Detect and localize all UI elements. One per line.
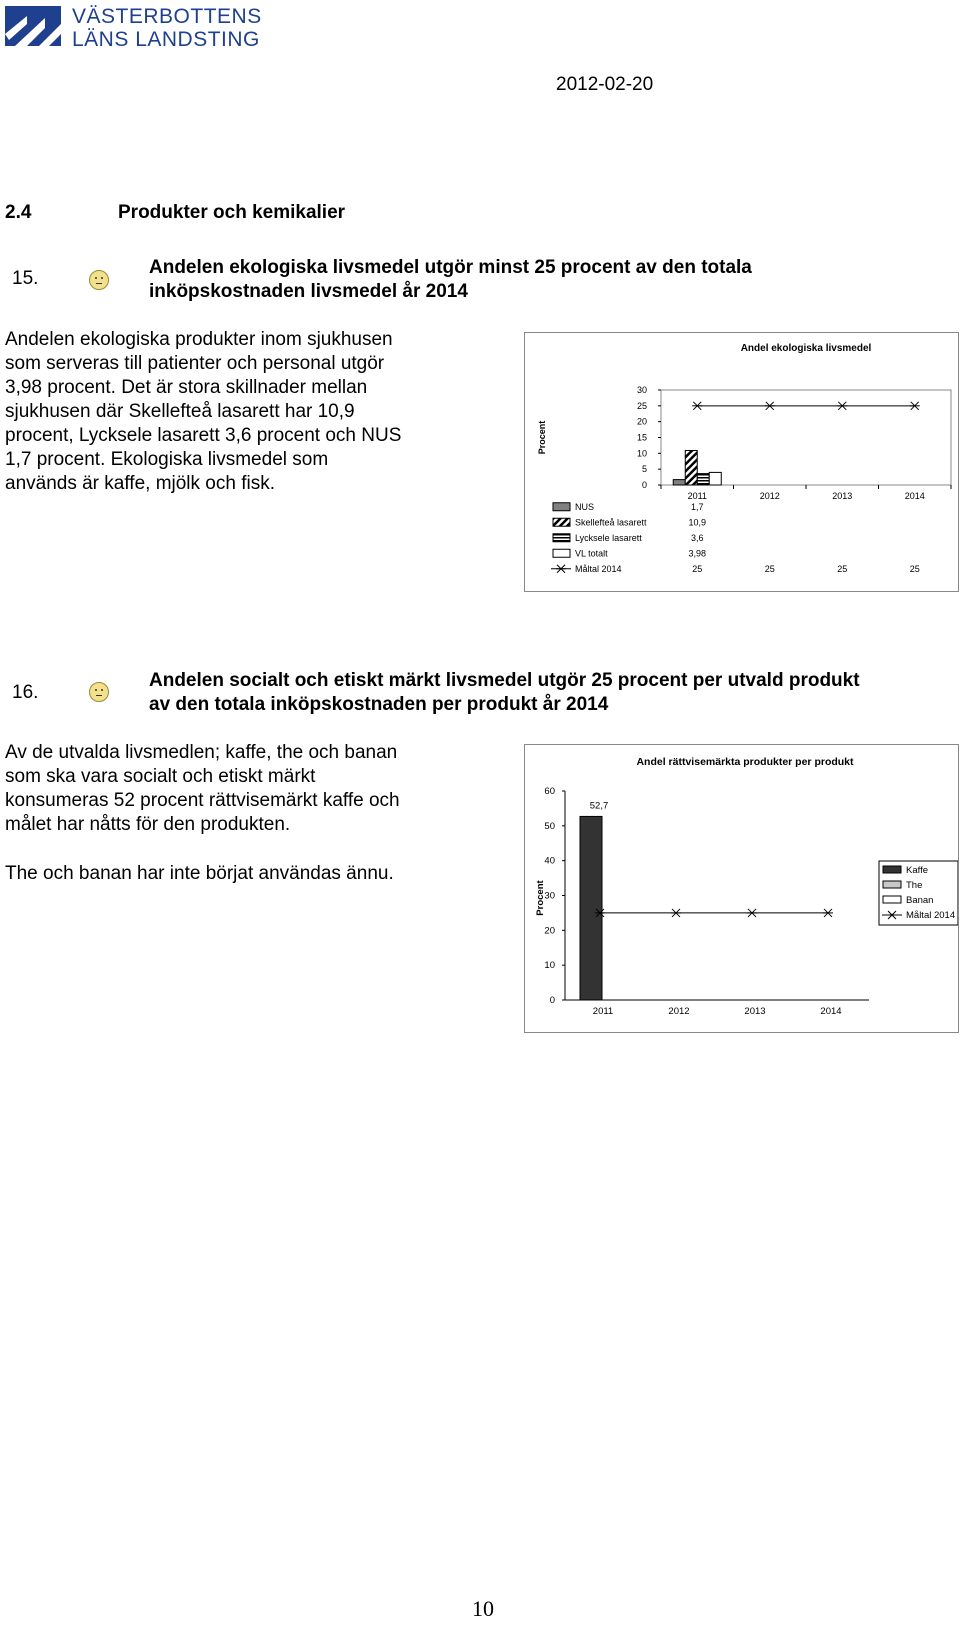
- text-line: konsumeras 52 procent rättvisemärkt kaffe och: [5, 790, 400, 811]
- neutral-smiley-icon: [89, 270, 109, 290]
- legend-key: [883, 866, 901, 873]
- data-table-value: 10,9: [688, 517, 707, 528]
- x-tick-label: 2011: [592, 1006, 614, 1017]
- y-tick-label: 20: [636, 416, 647, 427]
- item-16-paragraph: [5, 741, 495, 837]
- data-table-value: 25: [909, 563, 920, 574]
- item-15-title: Andelen ekologiska livsmedel utgör minst 25 procent av den totala inköpskostnaden livsmedel år 2014: [149, 257, 752, 302]
- text-line: som serveras till patienter och personal utgör: [5, 353, 385, 374]
- legend-label: Banan: [906, 895, 934, 906]
- target-marker: [823, 909, 833, 917]
- y-axis-label: Procent: [535, 880, 546, 916]
- y-tick-label: 50: [544, 820, 555, 832]
- item-15-number: 15.: [12, 268, 39, 289]
- legend-key: [553, 518, 570, 526]
- x-tick-label: 2014: [820, 1006, 842, 1017]
- text-line: procent, Lycksele lasarett 3,6 procent och NUS: [5, 425, 402, 446]
- legend-label: VL totalt: [575, 548, 608, 559]
- section-title: Produkter och kemikalier: [118, 202, 346, 223]
- data-table-value: 25: [837, 563, 848, 574]
- section-number: 2.4: [5, 202, 32, 223]
- target-marker: [837, 402, 847, 410]
- chart-rattvisemarkta-svg: [525, 745, 958, 1032]
- data-table-value: 3,98: [688, 548, 707, 559]
- text-line: sjukhusen där Skellefteå lasarett har 10,9: [5, 401, 355, 422]
- item-16-title-line2: av den totala inköpskostnaden per produkt år 2014: [149, 694, 609, 715]
- target-marker: [765, 402, 775, 410]
- text-line: som ska vara socialt och etiskt märkt: [5, 766, 316, 787]
- y-tick-label: 15: [636, 432, 647, 443]
- item-16-number: 16.: [12, 682, 39, 703]
- text-line: 1,7 procent. Ekologiska livsmedel som: [5, 449, 329, 470]
- data-table-value: 25: [692, 563, 703, 574]
- chart-ekologiska: [524, 332, 959, 592]
- item-16-paragraph-2: The och banan har inte börjat användas ännu.: [5, 863, 394, 884]
- y-tick-label: 10: [544, 960, 555, 972]
- x-tick-label: 2012: [668, 1006, 690, 1017]
- legend-label: NUS: [575, 501, 595, 512]
- bar: [697, 474, 709, 485]
- legend-key: [883, 881, 901, 888]
- data-table-value: 3,6: [690, 532, 704, 543]
- legend-key: [553, 534, 570, 542]
- chart-ekologiska-svg: [525, 333, 958, 591]
- legend-label: Måltal 2014: [906, 910, 956, 921]
- text-line: Av de utvalda livsmedlen; kaffe, the och banan: [5, 742, 398, 763]
- bar: [709, 472, 721, 485]
- x-tick-label: 2011: [687, 491, 707, 501]
- data-table-value: 1,7: [690, 501, 704, 512]
- legend-label: Skellefteå lasarett: [575, 517, 647, 528]
- text-line: 3,98 procent. Det är stora skillnader mellan: [5, 377, 368, 398]
- y-tick-label: 0: [641, 480, 647, 490]
- legend-label: The: [906, 880, 923, 891]
- item-16-title-line1: Andelen socialt och etiskt märkt livsmedel utgör 25 procent per utvald produkt: [149, 670, 860, 691]
- legend-label: Lycksele lasarett: [575, 532, 642, 543]
- chart-title: Andel ekologiska livsmedel: [740, 343, 872, 354]
- logo: [5, 6, 61, 46]
- y-tick-label: 10: [636, 448, 647, 459]
- chart-title: Andel rättvisemärkta produkter per produkt: [636, 756, 854, 768]
- legend-label: Kaffe: [906, 865, 929, 876]
- legend-key: [883, 896, 901, 903]
- x-tick-label: 2012: [759, 491, 780, 501]
- legend-key: [553, 503, 570, 511]
- y-tick-label: 60: [544, 786, 555, 797]
- y-axis-label: Procent: [537, 420, 547, 455]
- chart-rattvisemarkta: [524, 744, 959, 1033]
- logo-mark-icon: [5, 6, 61, 46]
- y-tick-label: 0: [549, 995, 555, 1006]
- x-tick-label: 2013: [744, 1006, 766, 1017]
- y-tick-label: 5: [641, 464, 647, 475]
- legend-key: [553, 549, 570, 557]
- item-15-paragraph: [5, 328, 495, 496]
- target-marker: [747, 909, 757, 917]
- x-tick-label: 2013: [832, 491, 853, 501]
- plot-area: [661, 390, 951, 485]
- text-line: Andelen ekologiska produkter inom sjukhusen: [5, 329, 393, 350]
- text-line: används är kaffe, mjölk och fisk.: [5, 473, 275, 494]
- data-label: 52,7: [589, 800, 609, 812]
- y-tick-label: 20: [544, 925, 555, 937]
- bar: [580, 816, 602, 1000]
- page-number: 10: [472, 1596, 494, 1621]
- y-tick-label: 30: [544, 890, 555, 902]
- target-marker: [692, 402, 702, 410]
- y-tick-label: 25: [636, 400, 647, 411]
- text-line: målet har nåtts för den produkten.: [5, 814, 291, 835]
- legend-marker: [556, 565, 566, 573]
- legend-label: Måltal 2014: [575, 563, 622, 574]
- y-tick-label: 40: [544, 855, 555, 867]
- y-tick-label: 30: [636, 385, 647, 395]
- bar: [673, 480, 685, 485]
- org-name-line1: VÄSTERBOTTENS: [72, 5, 262, 28]
- bar: [685, 450, 697, 485]
- data-table-value: 25: [764, 563, 775, 574]
- neutral-smiley-icon: [89, 682, 109, 702]
- target-marker: [671, 909, 681, 917]
- document-date: 2012-02-20: [556, 74, 654, 95]
- org-name-line2: LÄNS LANDSTING: [72, 28, 260, 51]
- x-tick-label: 2014: [904, 491, 925, 501]
- target-marker: [910, 402, 920, 410]
